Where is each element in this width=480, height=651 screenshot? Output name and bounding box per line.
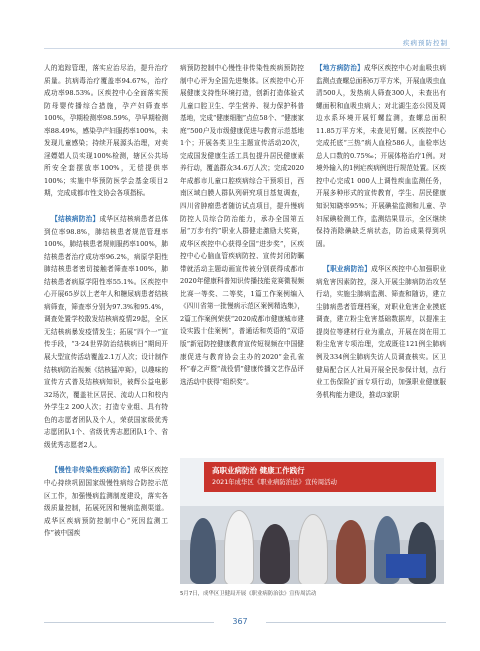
paragraph-occupational-disease-body: 成华区疾控中心加强职业病危害因素防控，深入开展尘肺病防治攻坚行动，实施尘肺病监测、筛查和随访，建立尘肺病患者管理档案，对职业危害企业摸底调查，建立粉尘危害基础数据库，以提准主提岗位等建材行业为重点，开展在岗在用工粉尘危害专项治理，完成既往121例尘肺病例及334例尘肺病失访人员调查核实。区卫健局配合区人社局开展全民参保计划，点行业工伤保险扩面专项行动，加强职业健康服务机构能力建设，推动3家职	[316, 265, 447, 399]
section-heading-occupational-disease: 【职业病防治】	[323, 265, 372, 274]
person-figure	[336, 520, 366, 584]
paragraph-chronic-disease	[44, 464, 168, 539]
text-column-2	[180, 62, 304, 388]
page-header-tag: 疾病预防控制	[403, 39, 448, 47]
paragraph-hiv-continued: 人的追踪管理，落实应治尽治，提升治疗质量。抗病毒治疗覆盖率94.67%，治疗成功率98.53%。区疾控中心全面落实预防母婴传播综合措施，孕产妇筛查率100%，孕期检测率98.59%，孕早期检测率88.49%，感染孕产妇服药率100%，未发现儿童感染；持续开展源头治理，对卖淫嫖娼人员实现100%检测，辖区公共场所安全套摆放率100%，无偿提供率100%；实施中华预防医学会基金项目2期，完成成都市性支协会各项指标。	[44, 64, 168, 198]
photo-caption: 5月7日，成华区卫健局开展《职业病防治法》宣传周活动	[180, 591, 317, 597]
paragraph-occupational-disease	[316, 263, 446, 401]
person-figure	[260, 524, 290, 584]
table-box	[386, 554, 426, 578]
banner-subtitle: 2021年成华区《职业病防治法》宣传周活动	[212, 478, 337, 486]
page-number: 367	[232, 617, 248, 626]
photo-banner	[204, 462, 436, 492]
person-figure	[190, 518, 216, 584]
text-column-1	[44, 62, 168, 540]
paragraph-tuberculosis-body: 成华区结核病患者总体到位率98.8%，肺结核患者规范管理率100%，肺结核患者规则服药率100%，肺结核患者治疗成功率96.2%，病原学阳性肺结核患者密切接触者筛查率100%，肺结核患者病原学阳性率55.1%。区疾控中心开展65岁以上老年人和糖尿病患者结核病筛查，筛查率分别为97.3%和95.4%，调查处置学校散发结核病疫情29起，全区无结核病暴发疫情发生；拓展“四个一”宣传手段，“3·24世界防治结核病日”期间开展大型宣传活动覆盖2.1万人次；设计制作结核病防治视频《结核猛冲赛》，以趣味的宣传方式普及结核病知识，被辉公益电影32场次，覆盖社区居民、流动人口和校内外学生2 200人次；打造专业组、具有特色的志愿者团队及个人，荣获国家级优秀志愿团队1个、省级优秀志愿团队1个、省级优秀志愿者2人。	[44, 215, 169, 449]
banner-title: 高职业病防治 健康工作践行	[212, 466, 305, 475]
section-heading-tuberculosis: 【结核病防治】	[51, 215, 100, 224]
text-column-3	[316, 62, 446, 401]
paragraph-endemic-disease-body: 成华区疾控中心对血吸虫病监测点查螺总面积6万平方米，开展血吸虫血清500人，发热病人筛查300人，未查出有螺面积和血吸虫病人；对北湖生态公园及周边水系环境开展钉螺监测，查螺总面积11.85万平方米，未查见钉螺。区疾控中心完成托底“三热”病人血检586人，血检率达总人口数的0.75‰；开展体格治疗1例。对境外输入的1例疟疾病例进行规范处置。区疾控中心完成1 000人上调性疾血监测任务，开展多种形式的宣传教育，学生、居民健康知识知晓率95%；开展碘盐监测和儿童、孕妇尿碘检测工作，监测结果显示，全区继续保持消除碘缺乏病状态，防治成果得到巩固。	[316, 64, 447, 248]
person-figure	[224, 510, 254, 584]
header-divider	[44, 48, 450, 49]
paragraph-tuberculosis	[44, 213, 168, 451]
paragraph-endemic-disease	[316, 62, 446, 250]
section-heading-chronic-disease: 【慢性非传染性疾病防治】	[51, 466, 134, 475]
event-photo	[180, 458, 444, 584]
person-figure	[298, 514, 328, 584]
paragraph-chronic-continued: 病预防控制中心慢性非传染性疾病预防控制中心评为全国先进集体。区疾控中心开展健康支持性环境打造，创新打造体验式儿童口腔卫生、学生营养、视力保护科普基地，完成“健康细胞”点位58个、“健康家庭”500户及市级健康促进与教育示范基地1个；开展各类卫生主题宣传活动20次，完成国发健康生活工具包提升居民健康素养行动，覆盖群众34.6万人次；完成2020年成都市儿童口腔疾病综合干预项目，西南区域白膜人群队列研究项目基复调查，四川省肿瘤患者随访试点项目，提升慢病防控人员综合防治能力，承办全国第五届“万步有约”职业人群健走激励大奖赛，成华区疾控中心获得全国“进步奖”，区疾控中心心脑血管疾病防控、宣传封闭防瞩带就活动主题动画宣传被分别获得成都市2020年健康科普知识传播技能竞赛微视频比赛一等奖、二等奖，1篇工作案例编入《四川省第一批慢病示范区案例精选集》，2篇工作案例荣获“2020成都市健康城市建设实践十佳案例”，普通话和英语的“双语版”新冠防控健康教育宣传短视频在中国健康促进与教育协会主办的2020“金孔雀杯”春之声暨“战役情”健康传播文艺作品评选活动中获得“组织奖”。	[180, 64, 305, 386]
paragraph-chronic-disease-body: 成华区疾控中心持续巩固国家级慢性病综合防控示范区工作，加强慢病监测制度建设，落实各级质量控制，拓展死因和慢病监测渠道。成华区疾病预防控制中心“死因监测工作”被中国疾	[44, 466, 169, 538]
section-heading-endemic-disease: 【地方病防治】	[316, 64, 364, 72]
